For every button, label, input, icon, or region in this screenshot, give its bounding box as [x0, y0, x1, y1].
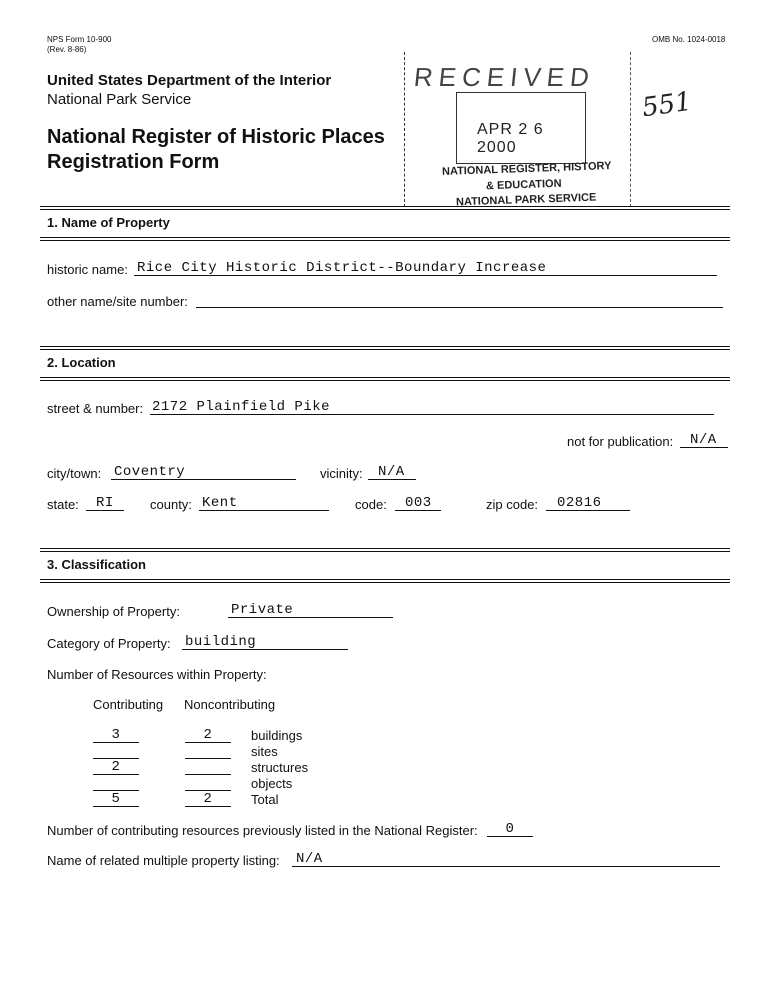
resource-type-label: sites: [251, 744, 278, 759]
resources-label: Number of Resources within Property:: [47, 667, 267, 682]
form-title-line2: Registration Form: [47, 151, 220, 173]
stamp-line3: NATIONAL PARK SERVICE: [455, 191, 597, 209]
noncontributing-underline: [185, 774, 231, 775]
city-label: city/town:: [47, 466, 102, 481]
code-label: code:: [355, 497, 387, 512]
section-rule: [40, 206, 730, 207]
section-rule: [40, 377, 730, 378]
multiple-property-label: Name of related multiple property listing:: [47, 853, 280, 868]
stamp-date-box: [456, 92, 586, 164]
code-value[interactable]: 003: [405, 495, 432, 511]
omb-number: OMB No. 1024-0018: [652, 35, 726, 44]
section-rule: [40, 582, 730, 583]
section1-heading: 1. Name of Property: [47, 215, 170, 230]
form-title-line1: National Register of Historic Places: [47, 126, 385, 148]
received-stamp: [400, 50, 640, 210]
section3-heading: 3. Classification: [47, 557, 146, 572]
zip-value[interactable]: 02816: [557, 495, 602, 511]
noncontributing-count[interactable]: 2: [203, 727, 213, 743]
category-value[interactable]: building: [185, 634, 257, 650]
stamp-received-text: RECEIVED: [412, 62, 597, 92]
vicinity-label: vicinity:: [320, 466, 363, 481]
ownership-value[interactable]: Private: [231, 602, 294, 618]
contributing-count[interactable]: 5: [111, 791, 121, 807]
stamp-line2: & EDUCATION: [485, 177, 562, 193]
zip-label: zip code:: [486, 497, 539, 512]
resource-type-label: objects: [251, 776, 293, 791]
county-label: county:: [150, 497, 192, 512]
street-value[interactable]: 2172 Plainfield Pike: [152, 399, 331, 415]
section-rule: [40, 209, 730, 210]
county-value[interactable]: Kent: [202, 495, 238, 511]
agency-service: National Park Service: [47, 91, 192, 108]
city-value[interactable]: Coventry: [114, 464, 186, 480]
street-label: street & number:: [47, 401, 144, 416]
resource-type-label: buildings: [251, 728, 303, 743]
noncontributing-underline: [185, 758, 231, 759]
state-label: state:: [47, 497, 79, 512]
form-number: NPS Form 10-900: [47, 35, 112, 44]
other-name-label: other name/site number:: [47, 294, 188, 309]
contributing-count[interactable]: 2: [111, 759, 121, 775]
section-rule: [40, 240, 730, 241]
section-rule: [40, 346, 730, 347]
previously-listed-value[interactable]: 0: [505, 821, 515, 837]
section2-heading: 2. Location: [47, 355, 116, 370]
section-rule: [40, 237, 730, 238]
other-name-underline: [196, 307, 723, 308]
contributing-count[interactable]: 3: [111, 727, 121, 743]
historic-name-value[interactable]: Rice City Historic District--Boundary Increase: [137, 260, 547, 276]
agency-department: United States Department of the Interior: [47, 72, 332, 89]
multiple-property-underline: [292, 866, 720, 867]
form-revision: (Rev. 8-86): [47, 45, 87, 54]
section-rule: [40, 380, 730, 381]
multiple-property-value[interactable]: N/A: [296, 851, 323, 867]
section-rule: [40, 551, 730, 552]
resource-type-label: structures: [251, 760, 309, 775]
stamp-date: APR 2 6 2000: [477, 121, 544, 156]
noncontributing-count[interactable]: 2: [203, 791, 213, 807]
stamp-line1: NATIONAL REGISTER, HISTORY: [441, 160, 612, 178]
category-label: Category of Property:: [47, 636, 171, 651]
ownership-label: Ownership of Property:: [47, 604, 180, 619]
nfp-label: not for publication:: [567, 434, 674, 449]
historic-name-label: historic name:: [47, 262, 128, 277]
state-value[interactable]: RI: [96, 495, 114, 511]
nfp-value[interactable]: N/A: [690, 432, 717, 448]
section-rule: [40, 579, 730, 580]
vicinity-value[interactable]: N/A: [378, 464, 405, 480]
contributing-column-header: Contributing: [93, 697, 164, 712]
previously-listed-label: Number of contributing resources previously listed in the National Register:: [47, 823, 478, 838]
handwritten-number: 551: [640, 86, 694, 124]
section-rule: [40, 349, 730, 350]
resource-type-label: Total: [251, 792, 279, 807]
section-rule: [40, 548, 730, 549]
noncontributing-column-header: Noncontributing: [184, 697, 276, 712]
